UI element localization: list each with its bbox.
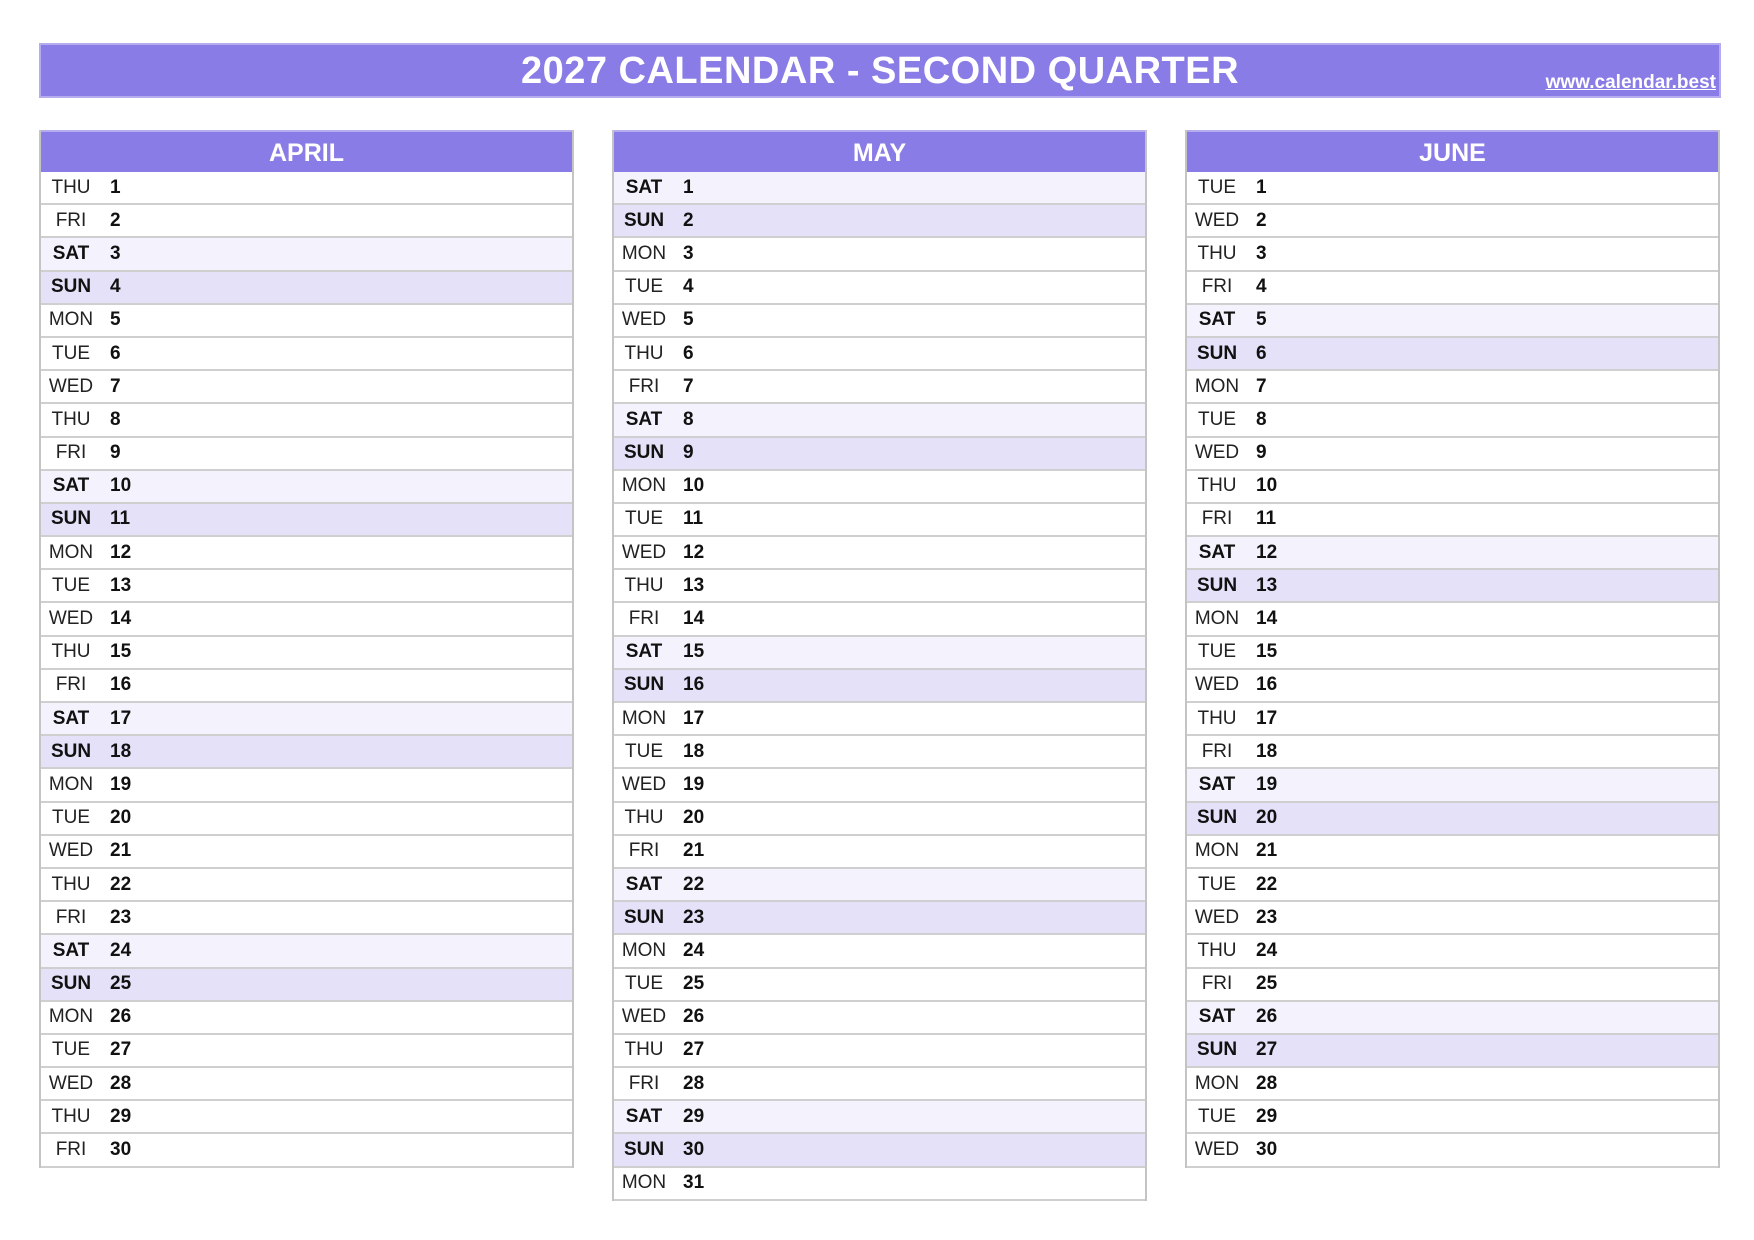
day-row bbox=[614, 1035, 1145, 1068]
day-number: 22 bbox=[1256, 873, 1278, 895]
day-number: 11 bbox=[110, 508, 131, 530]
day-number: 3 bbox=[683, 242, 694, 264]
day-of-week: FRI bbox=[55, 209, 87, 231]
day-of-week: FRI bbox=[55, 674, 87, 696]
day-number: 2 bbox=[110, 209, 121, 231]
day-row bbox=[1187, 371, 1718, 404]
day-of-week: TUE bbox=[52, 807, 90, 829]
day-number: 4 bbox=[683, 276, 694, 298]
day-row bbox=[614, 404, 1145, 437]
day-row bbox=[614, 1134, 1145, 1167]
day-row bbox=[614, 338, 1145, 371]
day-of-week: SUN bbox=[50, 740, 92, 762]
day-number: 28 bbox=[1256, 1072, 1278, 1094]
day-row bbox=[41, 272, 572, 305]
day-row bbox=[1187, 172, 1718, 205]
day-of-week: TUE bbox=[52, 342, 90, 364]
day-number: 31 bbox=[683, 1172, 705, 1194]
day-of-week: FRI bbox=[628, 608, 660, 630]
day-number: 12 bbox=[110, 541, 132, 563]
day-of-week: FRI bbox=[628, 840, 660, 862]
day-number: 27 bbox=[683, 1039, 705, 1061]
day-row bbox=[41, 869, 572, 902]
day-number: 26 bbox=[110, 1006, 132, 1028]
day-number: 5 bbox=[1256, 309, 1267, 331]
day-number: 26 bbox=[1256, 1006, 1278, 1028]
day-number: 24 bbox=[683, 939, 705, 961]
day-number: 6 bbox=[110, 342, 121, 364]
day-row bbox=[1187, 537, 1718, 570]
day-row bbox=[41, 769, 572, 802]
day-of-week: SAT bbox=[52, 939, 90, 961]
day-of-week: WED bbox=[621, 541, 667, 563]
day-number: 9 bbox=[110, 442, 121, 464]
day-number: 10 bbox=[683, 475, 705, 497]
day-number: 16 bbox=[110, 674, 132, 696]
day-of-week: SAT bbox=[1198, 773, 1236, 795]
day-number: 30 bbox=[110, 1139, 132, 1161]
day-of-week: TUE bbox=[625, 276, 663, 298]
day-number: 10 bbox=[1256, 475, 1278, 497]
month-header: MAY bbox=[614, 130, 1145, 172]
day-of-week: MON bbox=[48, 1006, 94, 1028]
day-of-week: SAT bbox=[625, 408, 663, 430]
day-number: 11 bbox=[1256, 508, 1277, 530]
day-row bbox=[41, 969, 572, 1002]
day-number: 24 bbox=[1256, 939, 1278, 961]
day-of-week: TUE bbox=[1198, 408, 1236, 430]
day-number: 9 bbox=[683, 442, 694, 464]
day-number: 30 bbox=[683, 1139, 705, 1161]
day-of-week: SUN bbox=[1196, 1039, 1238, 1061]
day-number: 18 bbox=[1256, 740, 1278, 762]
day-row bbox=[1187, 238, 1718, 271]
day-number: 19 bbox=[1256, 773, 1278, 795]
day-row bbox=[1187, 504, 1718, 537]
day-number: 1 bbox=[1256, 176, 1267, 198]
day-of-week: FRI bbox=[1201, 508, 1233, 530]
day-row bbox=[614, 902, 1145, 935]
day-number: 8 bbox=[683, 408, 694, 430]
day-row bbox=[41, 471, 572, 504]
day-number: 22 bbox=[110, 873, 132, 895]
day-number: 13 bbox=[683, 574, 705, 596]
day-of-week: SAT bbox=[625, 1105, 663, 1127]
day-row bbox=[614, 869, 1145, 902]
day-of-week: SUN bbox=[1196, 574, 1238, 596]
day-row bbox=[41, 438, 572, 471]
day-number: 29 bbox=[110, 1105, 132, 1127]
day-row bbox=[41, 637, 572, 670]
day-of-week: MON bbox=[1194, 608, 1240, 630]
day-row bbox=[41, 404, 572, 437]
day-number: 16 bbox=[1256, 674, 1278, 696]
day-number: 8 bbox=[110, 408, 121, 430]
day-row bbox=[614, 438, 1145, 471]
day-of-week: MON bbox=[48, 541, 94, 563]
day-row bbox=[1187, 471, 1718, 504]
day-number: 14 bbox=[1256, 608, 1278, 630]
day-number: 29 bbox=[683, 1105, 705, 1127]
day-number: 12 bbox=[683, 541, 705, 563]
day-row bbox=[614, 603, 1145, 636]
day-number: 7 bbox=[683, 375, 694, 397]
day-number: 1 bbox=[683, 176, 694, 198]
day-of-week: FRI bbox=[1201, 276, 1233, 298]
day-of-week: THU bbox=[51, 1105, 91, 1127]
day-of-week: THU bbox=[624, 1039, 664, 1061]
day-row bbox=[614, 1101, 1145, 1134]
day-row bbox=[614, 537, 1145, 570]
day-of-week: TUE bbox=[1198, 641, 1236, 663]
day-number: 18 bbox=[683, 740, 705, 762]
day-number: 12 bbox=[1256, 541, 1278, 563]
day-row bbox=[614, 272, 1145, 305]
day-number: 15 bbox=[683, 641, 705, 663]
day-of-week: THU bbox=[1197, 475, 1237, 497]
day-of-week: WED bbox=[1194, 1139, 1240, 1161]
site-link[interactable]: www.calendar.best bbox=[1545, 72, 1716, 93]
day-row bbox=[41, 371, 572, 404]
day-of-week: SAT bbox=[1198, 541, 1236, 563]
day-row bbox=[614, 969, 1145, 1002]
day-of-week: SUN bbox=[623, 1139, 665, 1161]
day-number: 28 bbox=[683, 1072, 705, 1094]
day-row bbox=[614, 803, 1145, 836]
day-row bbox=[614, 471, 1145, 504]
day-row bbox=[1187, 205, 1718, 238]
day-of-week: WED bbox=[48, 1072, 94, 1094]
day-number: 9 bbox=[1256, 442, 1267, 464]
day-row bbox=[614, 637, 1145, 670]
day-number: 25 bbox=[1256, 973, 1278, 995]
day-row bbox=[41, 1101, 572, 1134]
day-row bbox=[1187, 902, 1718, 935]
day-number: 22 bbox=[683, 873, 705, 895]
day-of-week: THU bbox=[624, 807, 664, 829]
day-of-week: WED bbox=[48, 608, 94, 630]
day-number: 23 bbox=[110, 906, 132, 928]
day-of-week: SUN bbox=[623, 906, 665, 928]
day-number: 28 bbox=[110, 1072, 132, 1094]
day-row bbox=[41, 1035, 572, 1068]
day-of-week: WED bbox=[621, 309, 667, 331]
day-number: 24 bbox=[110, 939, 132, 961]
day-of-week: WED bbox=[1194, 209, 1240, 231]
day-row bbox=[1187, 438, 1718, 471]
day-row bbox=[1187, 338, 1718, 371]
day-number: 6 bbox=[1256, 342, 1267, 364]
day-of-week: MON bbox=[1194, 1072, 1240, 1094]
month-column-may bbox=[612, 130, 1147, 1201]
day-row bbox=[41, 1068, 572, 1101]
day-number: 21 bbox=[110, 840, 132, 862]
day-number: 7 bbox=[110, 375, 121, 397]
day-of-week: TUE bbox=[625, 973, 663, 995]
day-of-week: SAT bbox=[625, 176, 663, 198]
month-column-april bbox=[39, 130, 574, 1168]
day-row bbox=[1187, 935, 1718, 968]
day-row bbox=[1187, 1134, 1718, 1167]
day-row bbox=[614, 1168, 1145, 1201]
day-number: 14 bbox=[683, 608, 705, 630]
day-row bbox=[41, 836, 572, 869]
day-row bbox=[1187, 305, 1718, 338]
day-number: 1 bbox=[110, 176, 121, 198]
day-row bbox=[614, 836, 1145, 869]
day-row bbox=[1187, 404, 1718, 437]
day-list bbox=[614, 172, 1145, 1201]
day-row bbox=[1187, 637, 1718, 670]
day-of-week: SAT bbox=[52, 475, 90, 497]
day-of-week: THU bbox=[1197, 939, 1237, 961]
day-of-week: MON bbox=[48, 773, 94, 795]
day-row bbox=[614, 238, 1145, 271]
day-of-week: SAT bbox=[52, 707, 90, 729]
day-number: 2 bbox=[1256, 209, 1267, 231]
day-row bbox=[41, 670, 572, 703]
day-of-week: SAT bbox=[52, 242, 90, 264]
day-of-week: MON bbox=[621, 939, 667, 961]
day-of-week: TUE bbox=[1198, 176, 1236, 198]
day-of-week: THU bbox=[51, 873, 91, 895]
day-list bbox=[41, 172, 572, 1168]
day-number: 25 bbox=[683, 973, 705, 995]
day-number: 17 bbox=[110, 707, 132, 729]
day-row bbox=[1187, 869, 1718, 902]
day-number: 13 bbox=[110, 574, 132, 596]
day-of-week: MON bbox=[621, 242, 667, 264]
day-of-week: TUE bbox=[625, 740, 663, 762]
day-row bbox=[41, 205, 572, 238]
day-row bbox=[41, 902, 572, 935]
day-number: 25 bbox=[110, 973, 132, 995]
day-number: 19 bbox=[683, 773, 705, 795]
day-of-week: WED bbox=[48, 840, 94, 862]
day-number: 17 bbox=[683, 707, 705, 729]
day-row bbox=[614, 504, 1145, 537]
day-number: 3 bbox=[110, 242, 121, 264]
day-number: 8 bbox=[1256, 408, 1267, 430]
day-of-week: MON bbox=[621, 1172, 667, 1194]
day-of-week: SUN bbox=[1196, 807, 1238, 829]
day-row bbox=[41, 504, 572, 537]
day-number: 15 bbox=[1256, 641, 1278, 663]
month-header: JUNE bbox=[1187, 130, 1718, 172]
day-row bbox=[41, 1002, 572, 1035]
day-of-week: TUE bbox=[52, 1039, 90, 1061]
day-of-week: SUN bbox=[623, 209, 665, 231]
day-row bbox=[1187, 969, 1718, 1002]
day-row bbox=[41, 935, 572, 968]
day-of-week: SUN bbox=[50, 508, 92, 530]
month-header: APRIL bbox=[41, 130, 572, 172]
day-row bbox=[1187, 603, 1718, 636]
day-number: 11 bbox=[683, 508, 704, 530]
day-row bbox=[41, 338, 572, 371]
day-row bbox=[41, 803, 572, 836]
day-of-week: FRI bbox=[628, 1072, 660, 1094]
day-number: 13 bbox=[1256, 574, 1278, 596]
day-row bbox=[41, 570, 572, 603]
day-of-week: WED bbox=[621, 1006, 667, 1028]
day-of-week: WED bbox=[1194, 906, 1240, 928]
day-number: 27 bbox=[110, 1039, 132, 1061]
day-row bbox=[41, 736, 572, 769]
day-number: 18 bbox=[110, 740, 132, 762]
day-number: 10 bbox=[110, 475, 132, 497]
day-row bbox=[1187, 570, 1718, 603]
day-row bbox=[1187, 272, 1718, 305]
day-number: 15 bbox=[110, 641, 132, 663]
day-row bbox=[614, 935, 1145, 968]
day-row bbox=[614, 670, 1145, 703]
day-number: 20 bbox=[110, 807, 132, 829]
day-number: 20 bbox=[1256, 807, 1278, 829]
day-of-week: THU bbox=[1197, 242, 1237, 264]
day-number: 5 bbox=[110, 309, 121, 331]
day-row bbox=[1187, 736, 1718, 769]
day-of-week: TUE bbox=[52, 574, 90, 596]
day-row bbox=[1187, 1101, 1718, 1134]
day-number: 3 bbox=[1256, 242, 1267, 264]
day-of-week: TUE bbox=[1198, 873, 1236, 895]
day-of-week: WED bbox=[621, 773, 667, 795]
day-list bbox=[1187, 172, 1718, 1168]
day-number: 19 bbox=[110, 773, 132, 795]
day-number: 27 bbox=[1256, 1039, 1278, 1061]
day-of-week: FRI bbox=[1201, 740, 1233, 762]
day-of-week: MON bbox=[1194, 840, 1240, 862]
day-row bbox=[41, 305, 572, 338]
day-of-week: SUN bbox=[623, 674, 665, 696]
day-of-week: FRI bbox=[55, 906, 87, 928]
day-of-week: WED bbox=[1194, 442, 1240, 464]
day-of-week: TUE bbox=[625, 508, 663, 530]
day-number: 21 bbox=[683, 840, 705, 862]
day-row bbox=[1187, 703, 1718, 736]
day-of-week: THU bbox=[624, 342, 664, 364]
day-of-week: WED bbox=[48, 375, 94, 397]
day-row bbox=[614, 305, 1145, 338]
day-number: 26 bbox=[683, 1006, 705, 1028]
day-number: 30 bbox=[1256, 1139, 1278, 1161]
day-of-week: THU bbox=[51, 641, 91, 663]
day-of-week: FRI bbox=[55, 442, 87, 464]
day-of-week: FRI bbox=[55, 1139, 87, 1161]
day-row bbox=[41, 703, 572, 736]
day-number: 16 bbox=[683, 674, 705, 696]
day-row bbox=[41, 603, 572, 636]
day-of-week: THU bbox=[51, 176, 91, 198]
day-row bbox=[1187, 1002, 1718, 1035]
day-row bbox=[614, 1002, 1145, 1035]
day-number: 21 bbox=[1256, 840, 1278, 862]
day-row bbox=[614, 570, 1145, 603]
day-number: 23 bbox=[1256, 906, 1278, 928]
day-row bbox=[614, 703, 1145, 736]
day-row bbox=[41, 172, 572, 205]
day-row bbox=[614, 736, 1145, 769]
day-of-week: MON bbox=[1194, 375, 1240, 397]
day-row bbox=[41, 1134, 572, 1167]
day-of-week: THU bbox=[51, 408, 91, 430]
title-bar bbox=[39, 43, 1721, 98]
day-of-week: MON bbox=[621, 707, 667, 729]
day-row bbox=[614, 371, 1145, 404]
day-row bbox=[1187, 670, 1718, 703]
day-row bbox=[1187, 1035, 1718, 1068]
day-of-week: MON bbox=[48, 309, 94, 331]
day-row bbox=[614, 172, 1145, 205]
page-title: 2027 CALENDAR - SECOND QUARTER bbox=[520, 50, 1240, 92]
day-row bbox=[41, 537, 572, 570]
day-of-week: SAT bbox=[625, 873, 663, 895]
day-number: 6 bbox=[683, 342, 694, 364]
day-of-week: SUN bbox=[50, 973, 92, 995]
day-of-week: SAT bbox=[1198, 309, 1236, 331]
day-row bbox=[1187, 1068, 1718, 1101]
day-of-week: SUN bbox=[50, 276, 92, 298]
month-column-june bbox=[1185, 130, 1720, 1168]
day-of-week: SUN bbox=[1196, 342, 1238, 364]
day-number: 14 bbox=[110, 608, 132, 630]
day-of-week: FRI bbox=[1201, 973, 1233, 995]
day-of-week: FRI bbox=[628, 375, 660, 397]
day-row bbox=[1187, 769, 1718, 802]
day-of-week: SAT bbox=[625, 641, 663, 663]
day-number: 29 bbox=[1256, 1105, 1278, 1127]
day-of-week: THU bbox=[624, 574, 664, 596]
day-row bbox=[41, 238, 572, 271]
day-of-week: WED bbox=[1194, 674, 1240, 696]
day-number: 2 bbox=[683, 209, 694, 231]
day-of-week: SAT bbox=[1198, 1006, 1236, 1028]
day-of-week: MON bbox=[621, 475, 667, 497]
day-number: 17 bbox=[1256, 707, 1278, 729]
day-number: 7 bbox=[1256, 375, 1267, 397]
day-row bbox=[1187, 836, 1718, 869]
day-number: 5 bbox=[683, 309, 694, 331]
day-number: 20 bbox=[683, 807, 705, 829]
day-row bbox=[614, 769, 1145, 802]
day-of-week: TUE bbox=[1198, 1105, 1236, 1127]
day-number: 4 bbox=[110, 276, 121, 298]
day-row bbox=[1187, 803, 1718, 836]
day-number: 4 bbox=[1256, 276, 1267, 298]
day-number: 23 bbox=[683, 906, 705, 928]
day-of-week: THU bbox=[1197, 707, 1237, 729]
day-row bbox=[614, 1068, 1145, 1101]
day-row bbox=[614, 205, 1145, 238]
day-of-week: SUN bbox=[623, 442, 665, 464]
